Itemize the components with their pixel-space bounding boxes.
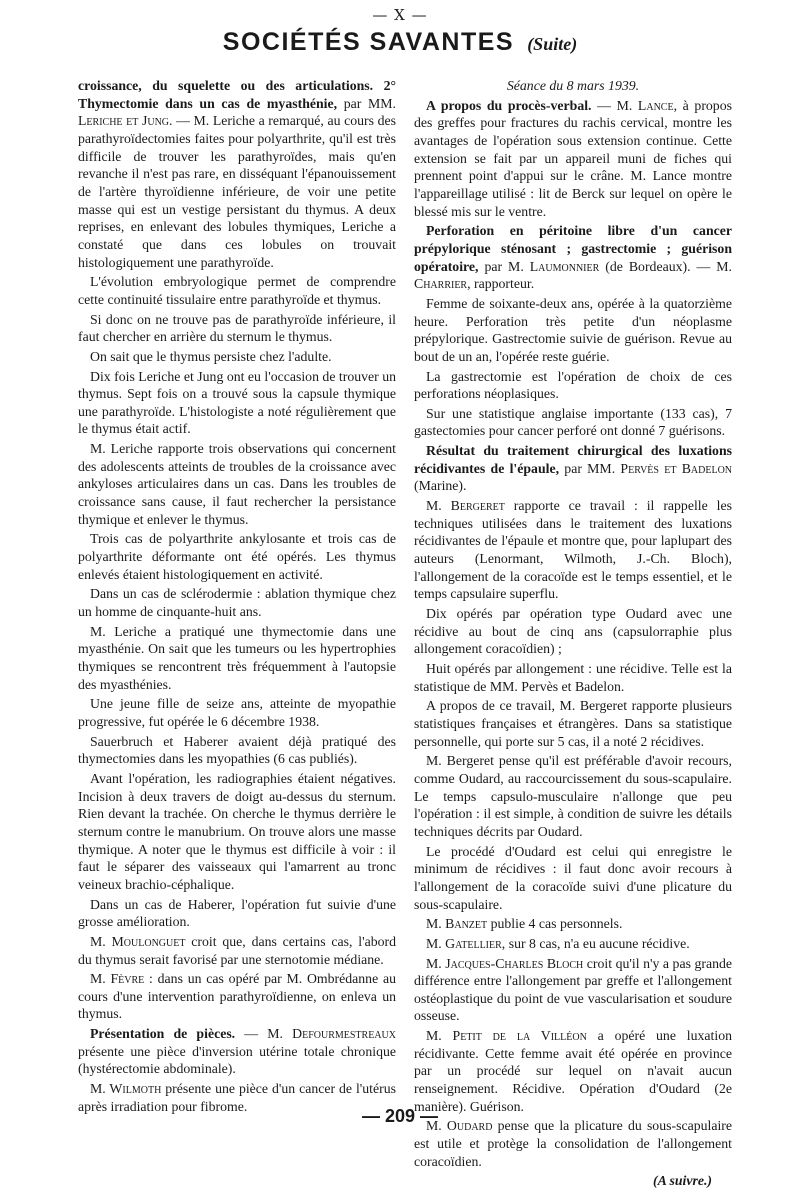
speaker-name: M. Gatellier [426,935,502,951]
text: : dans un cas opéré par M. Ombrédanne au cours d'une intervention parathyroïdienne, on enleva un thymus. [78,971,396,1022]
paragraph: Si donc on ne trouve pas de parathyroïde inférieure, il faut chercher en arrière du sternum le thymus. [78,311,396,345]
paragraph: Dix fois Leriche et Jung ont eu l'occasion de trouver un thymus. Sept fois on a trouvé sous la capsule thymique une parathyroïde. L'histologiste a noté régulièrement que le thymus était actif. [78,368,396,437]
page-number: — 209 — [361,1106,439,1126]
speaker-name: M. Moulonguet [90,933,186,949]
author-names: Pervès et Badelon [620,460,733,476]
left-column [78,77,397,1114]
article-heading: Résultat du traitement chirurgical des luxations récidivantes de l'épaule, [414,443,732,476]
text: présente une pièce d'inversion utérine totale chronique (hystérectomie abdominale). [78,1043,396,1077]
session-date: Séance du 8 mars 1939. [506,78,640,93]
article-heading: croissance, du squelette ou des articulations. 2° Thymectomie dans un cas de myasthénie, [78,78,396,111]
paragraph: Dans un cas de Haberer, l'opération fut suivie d'une grosse amélioration. [78,896,396,930]
text: , à propos des greffes pour fractures du rachis cervical, montre les avantages de l'opération sous extension continue. Cette extension se fait par un appareil muni de fiches qui prennent point d'appui sur le crâne. M. Lance montre l'appareillage utilisé : lit de Berck sur lequel on opère le blessé mis sur le ventre. [414,97,732,219]
speaker-name: Defourmestreaux [292,1026,396,1042]
to-be-continued: (A suivre.) [652,1173,712,1189]
speaker-name: Lance [637,97,674,113]
page-folio: — X — [372,6,428,24]
paragraph [414,442,732,495]
text: — M. [235,1026,293,1042]
paragraph [78,970,396,1023]
paragraph: Avant l'opération, les radiographies étaient négatives. Incision à deux travers de doigt au-dessus du sternum. Rien devant la trachée. On cherche le thymus derrière le sternum contre le manubrium. On trouve alors une masse thymique. A noter que le thymus est difficile à voir : il faut le séparer des vaisseaux qui l'amarrent au tronc veineux brachio-céphalique. [78,770,396,892]
paragraph [414,222,732,293]
text: , rapporteur. [467,276,535,292]
speaker-name: M. Petit de la Villéon [426,1028,587,1044]
paragraph: Femme de soixante-deux ans, opérée à la quatorzième heure. Perforation très petite d'un néoplasme prépylorique. Gastrectomie suivie de guérison. Revue au bout de un an, l'opérée reste guérie. [414,295,732,364]
text: a opéré une luxation récidivante. Cette femme avait été opérée en province par un procédé sur lequel on n'avait aucun renseignement. Récidive. Opération d'Oudard (2e manière). Guérison. [414,1028,732,1114]
text: (de Bordeaux). — M. [599,258,732,274]
speaker-name: M. Jacques-Charles Bloch [426,955,584,971]
paragraph [414,1027,732,1115]
section-header [0,28,800,57]
author-name: Laumonnier [529,258,600,274]
speaker-name: M. Bergeret [426,498,505,514]
paragraph: Trois cas de polyarthrite ankylosante et trois cas de polyarthrite déformante ont été opérés. Les thymus enlevés étaient histologiquement en activité. [78,531,396,582]
paragraph [78,1025,396,1078]
paragraph [414,935,732,953]
right-column [414,77,733,1189]
text: — M. [591,97,638,113]
article-heading: Perforation en péritoine libre d'un cancer prépylorique sténosant ; gastrectomie ; guérison opératoire, [414,223,732,274]
paragraph: M. Bergeret pense qu'il est préférable d'avoir recours, comme Oudard, au raccourcissement du sous-scapulaire. Le temps capsulo-musculaire n'allonge que peu l'opération : il est simple, à condition de suivre les détails techniques décrits par Oudard. [414,753,732,839]
text: — M. Leriche a remarqué, au cours des parathyroïdectomies faites pour polyarthrite, qu'il est très difficile de trouver les parathyroïdes, mais qu'en revanche il n'est pas rare, en disséquant l'épanouissement de l'artère thyroïdienne inférieure, de voir une petite masse qui est un vestige persistant du thymus. A deux reprises, en enlevant des lobules thymiques, Leriche a constaté que dans ces lobules on trouvait histologiquement une parathyroïde. [78,113,396,270]
article-heading: Présentation de pièces. [90,1026,236,1042]
paragraph: M. Leriche rapporte trois observations qui concernent des adolescents atteints de troubles de la croissance avec ankyloses articulaires dans un cas. Dans les troubles de croissance sans cause, il faut rechercher la persistance thymique et enlever le thymus. [78,441,396,527]
article-heading: A propos du procès-verbal. [426,97,592,113]
text: croit qu'il n'y a pas grande différence entre l'allongement par greffe et l'allongement ostéoplastique du point de vue vascularisation et soudure osseuse. [414,955,732,1024]
paragraph: Dans un cas de sclérodermie : ablation thymique chez un homme de cinquante-huit ans. [78,586,396,620]
paragraph [414,497,732,603]
rapporteur-name: Charrier [414,276,468,292]
paragraph [414,97,732,221]
paragraph: Sauerbruch et Haberer avaient déjà pratiqué des thymectomies dans les myopathies (6 cas publiés). [78,733,396,767]
text: par MM. [337,95,397,111]
text: par MM. [559,460,621,476]
paragraph: A propos de ce travail, M. Bergeret rapporte plusieurs statistiques françaises et étrangères. Dans sa statistique personnelle, qui porte sur 5 cas, il a noté 2 récidives. [414,698,732,749]
paragraph: Une jeune fille de seize ans, atteinte de myopathie progressive, fut opérée le 6 décembre 1938. [78,696,396,729]
speaker-name: M. Fèvre [90,971,145,987]
text: présente une pièce d'un cancer de l'utérus après irradiation pour fibrome. [78,1081,396,1114]
speaker-name: M. Wilmoth [90,1081,162,1097]
speaker-name: M. Banzet [426,916,488,932]
author-names: Leriche et Jung. [78,113,173,129]
text: publie 4 cas personnels. [487,916,623,932]
paragraph [78,933,396,968]
paragraph: Le procédé d'Oudard est celui qui enregistre le minimum de récidives : il faut donc avoir recours à l'allongement de la coracoïde suivi d'une plicature du sous-scapulaire. [414,843,732,912]
text: par M. [478,258,530,274]
paragraph: L'évolution embryologique permet de comprendre cette continuité tissulaire entre parathyroïde et thymus. [78,274,396,307]
speaker-name: M. Oudard [426,1118,493,1134]
paragraph: La gastrectomie est l'opération de choix de ces perforations néoplasiques. [414,368,732,402]
text: rapporte ce travail : il rappelle les techniques utilisées dans le traitement des luxations récidivantes de l'épaule et montre que, pour laplupart des auteurs (Lenormant, Wilmoth, J.-Ch. Bloch), l'allongement de la coracoïde est le temps essentiel, et le temps capsulaire superflu. [414,498,732,602]
section-title: SOCIÉTÉS SAVANTES [222,28,515,56]
text: pense que la plicature du sous-scapulaire est utile et protège la consolidation de l'allongement coracoïdien. [414,1118,732,1169]
paragraph [414,955,732,1026]
paragraph [414,915,732,933]
section-suite: (Suite) [527,34,578,54]
paragraph: Huit opérés par allongement : une récidive. Telle est la statistique de MM. Pervès et Badelon. [414,661,732,694]
paragraph: Sur une statistique anglaise importante (133 cas), 7 gastectomies pour cancer perforé ont donné 7 guérisons. [414,405,732,439]
text: croit que, dans certains cas, l'abord du thymus serait favorisé par une sternotomie médiane. [78,933,397,967]
paragraph: Dix opérés par opération type Oudard avec une récidive au bout de cinq ans (capsulorraphie plus allongement coracoïdien) ; [414,606,732,657]
paragraph: On sait que le thymus persiste chez l'adulte. [90,348,332,364]
text: (Marine). [414,478,467,494]
paragraph: M. Leriche a pratiqué une thymectomie dans une myasthénie. On sait que les tumeurs ou les hypertrophies thymiques se rencontrent très fréquemment à l'autopsie des myasthénies. [78,623,396,692]
paragraph [78,77,396,271]
text: , sur 8 cas, n'a eu aucune récidive. [501,935,690,951]
